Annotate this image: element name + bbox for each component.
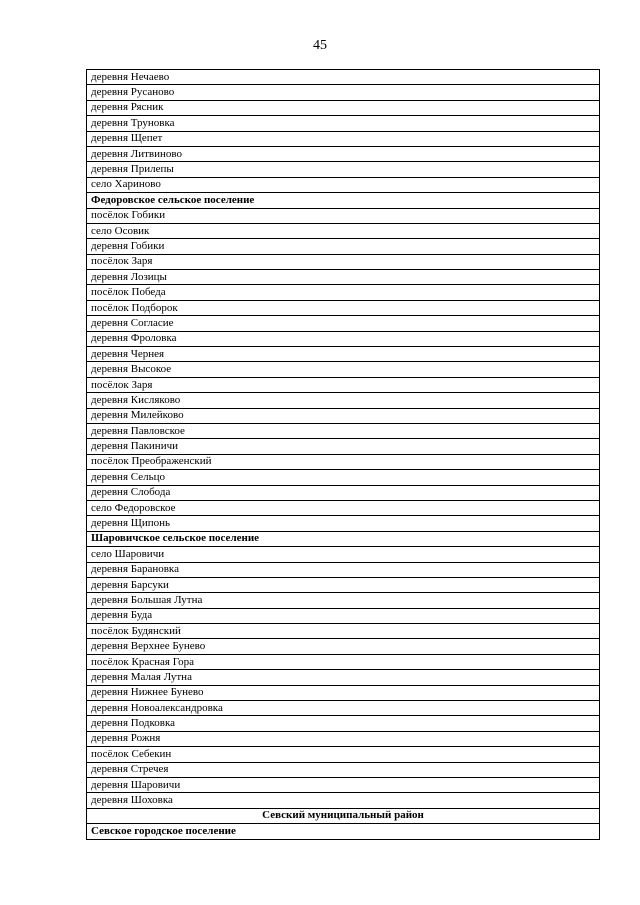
settlement-name: деревня Шоховка	[87, 793, 600, 808]
settlements-table-body	[87, 70, 600, 840]
settlement-name: посёлок Победа	[87, 285, 600, 300]
settlement-name: деревня Рясник	[87, 100, 600, 115]
settlement-section-header	[87, 824, 600, 839]
settlement-row	[87, 454, 600, 469]
settlement-row	[87, 254, 600, 269]
settlement-row	[87, 701, 600, 716]
settlement-name: деревня Щипонь	[87, 516, 600, 531]
settlement-name: деревня Буда	[87, 608, 600, 623]
settlement-name: деревня Милейково	[87, 408, 600, 423]
settlement-section-header	[87, 531, 600, 546]
settlement-name: деревня Новоалександровка	[87, 701, 600, 716]
settlement-row	[87, 500, 600, 515]
settlement-name: деревня Сельцо	[87, 470, 600, 485]
settlement-row	[87, 239, 600, 254]
settlement-row	[87, 731, 600, 746]
settlement-row	[87, 423, 600, 438]
settlement-name: посёлок Себекин	[87, 747, 600, 762]
settlement-name: деревня Чернея	[87, 347, 600, 362]
settlement-name: деревня Малая Лутна	[87, 670, 600, 685]
settlement-row	[87, 131, 600, 146]
settlement-name: деревня Верхнее Бунево	[87, 639, 600, 654]
settlement-row	[87, 377, 600, 392]
settlement-row	[87, 316, 600, 331]
header-text: Севское городское поселение	[87, 824, 600, 839]
settlement-row	[87, 654, 600, 669]
settlement-name: посёлок Будянский	[87, 624, 600, 639]
settlement-name: село Шаровичи	[87, 547, 600, 562]
settlement-name: деревня Кисляково	[87, 393, 600, 408]
settlement-row	[87, 331, 600, 346]
settlement-row	[87, 777, 600, 792]
settlement-row	[87, 624, 600, 639]
settlement-row	[87, 85, 600, 100]
header-text: Шаровичское сельское поселение	[87, 531, 600, 546]
settlement-name: деревня Пакиничи	[87, 439, 600, 454]
settlement-name: деревня Русаново	[87, 85, 600, 100]
settlement-row	[87, 593, 600, 608]
settlement-name: село Хариново	[87, 177, 600, 192]
settlement-name: деревня Шаровичи	[87, 777, 600, 792]
settlement-name: деревня Барсуки	[87, 577, 600, 592]
settlement-row	[87, 485, 600, 500]
settlement-name: село Федоровское	[87, 500, 600, 515]
settlement-row	[87, 670, 600, 685]
settlement-name: деревня Высокое	[87, 362, 600, 377]
settlement-row	[87, 562, 600, 577]
settlement-row	[87, 100, 600, 115]
settlement-name: деревня Щепет	[87, 131, 600, 146]
settlement-name: деревня Литвиново	[87, 146, 600, 161]
settlement-row	[87, 762, 600, 777]
settlement-row	[87, 747, 600, 762]
settlement-row	[87, 547, 600, 562]
settlement-name: деревня Слобода	[87, 485, 600, 500]
settlement-row	[87, 793, 600, 808]
settlement-name: деревня Гобики	[87, 239, 600, 254]
settlement-row	[87, 362, 600, 377]
page-number: 45	[313, 38, 327, 53]
settlement-row	[87, 716, 600, 731]
settlement-row	[87, 116, 600, 131]
district-header	[87, 808, 600, 823]
settlement-row	[87, 146, 600, 161]
settlement-row	[87, 162, 600, 177]
settlement-row	[87, 70, 600, 85]
settlement-row	[87, 470, 600, 485]
settlement-row	[87, 685, 600, 700]
settlement-row	[87, 516, 600, 531]
settlements-table	[86, 69, 600, 840]
settlement-name: деревня Нижнее Бунево	[87, 685, 600, 700]
header-text: Севский муниципальный район	[87, 808, 600, 823]
settlement-name: посёлок Подборок	[87, 300, 600, 315]
settlement-row	[87, 270, 600, 285]
settlement-name: деревня Согласие	[87, 316, 600, 331]
settlement-row	[87, 393, 600, 408]
settlement-row	[87, 285, 600, 300]
settlement-name: село Осовик	[87, 223, 600, 238]
settlement-name: деревня Нечаево	[87, 70, 600, 85]
settlement-name: посёлок Заря	[87, 254, 600, 269]
settlement-name: деревня Большая Лутна	[87, 593, 600, 608]
settlement-name: деревня Подковка	[87, 716, 600, 731]
settlement-row	[87, 347, 600, 362]
settlement-row	[87, 577, 600, 592]
settlement-row	[87, 177, 600, 192]
settlement-name: деревня Рожня	[87, 731, 600, 746]
settlement-row	[87, 408, 600, 423]
settlement-row	[87, 608, 600, 623]
settlement-name: деревня Фроловка	[87, 331, 600, 346]
settlement-row	[87, 300, 600, 315]
settlement-name: посёлок Гобики	[87, 208, 600, 223]
settlement-name: посёлок Заря	[87, 377, 600, 392]
settlement-name: деревня Павловское	[87, 423, 600, 438]
settlement-row	[87, 208, 600, 223]
settlement-name: посёлок Преображенский	[87, 454, 600, 469]
header-text: Федоровское сельское поселение	[87, 193, 600, 208]
settlement-section-header	[87, 193, 600, 208]
settlement-name: посёлок Красная Гора	[87, 654, 600, 669]
settlement-row	[87, 223, 600, 238]
settlement-name: деревня Прилепы	[87, 162, 600, 177]
settlement-row	[87, 639, 600, 654]
settlement-row	[87, 439, 600, 454]
settlement-name: деревня Стречея	[87, 762, 600, 777]
settlement-name: деревня Барановка	[87, 562, 600, 577]
settlement-name: деревня Труновка	[87, 116, 600, 131]
settlement-name: деревня Лозицы	[87, 270, 600, 285]
